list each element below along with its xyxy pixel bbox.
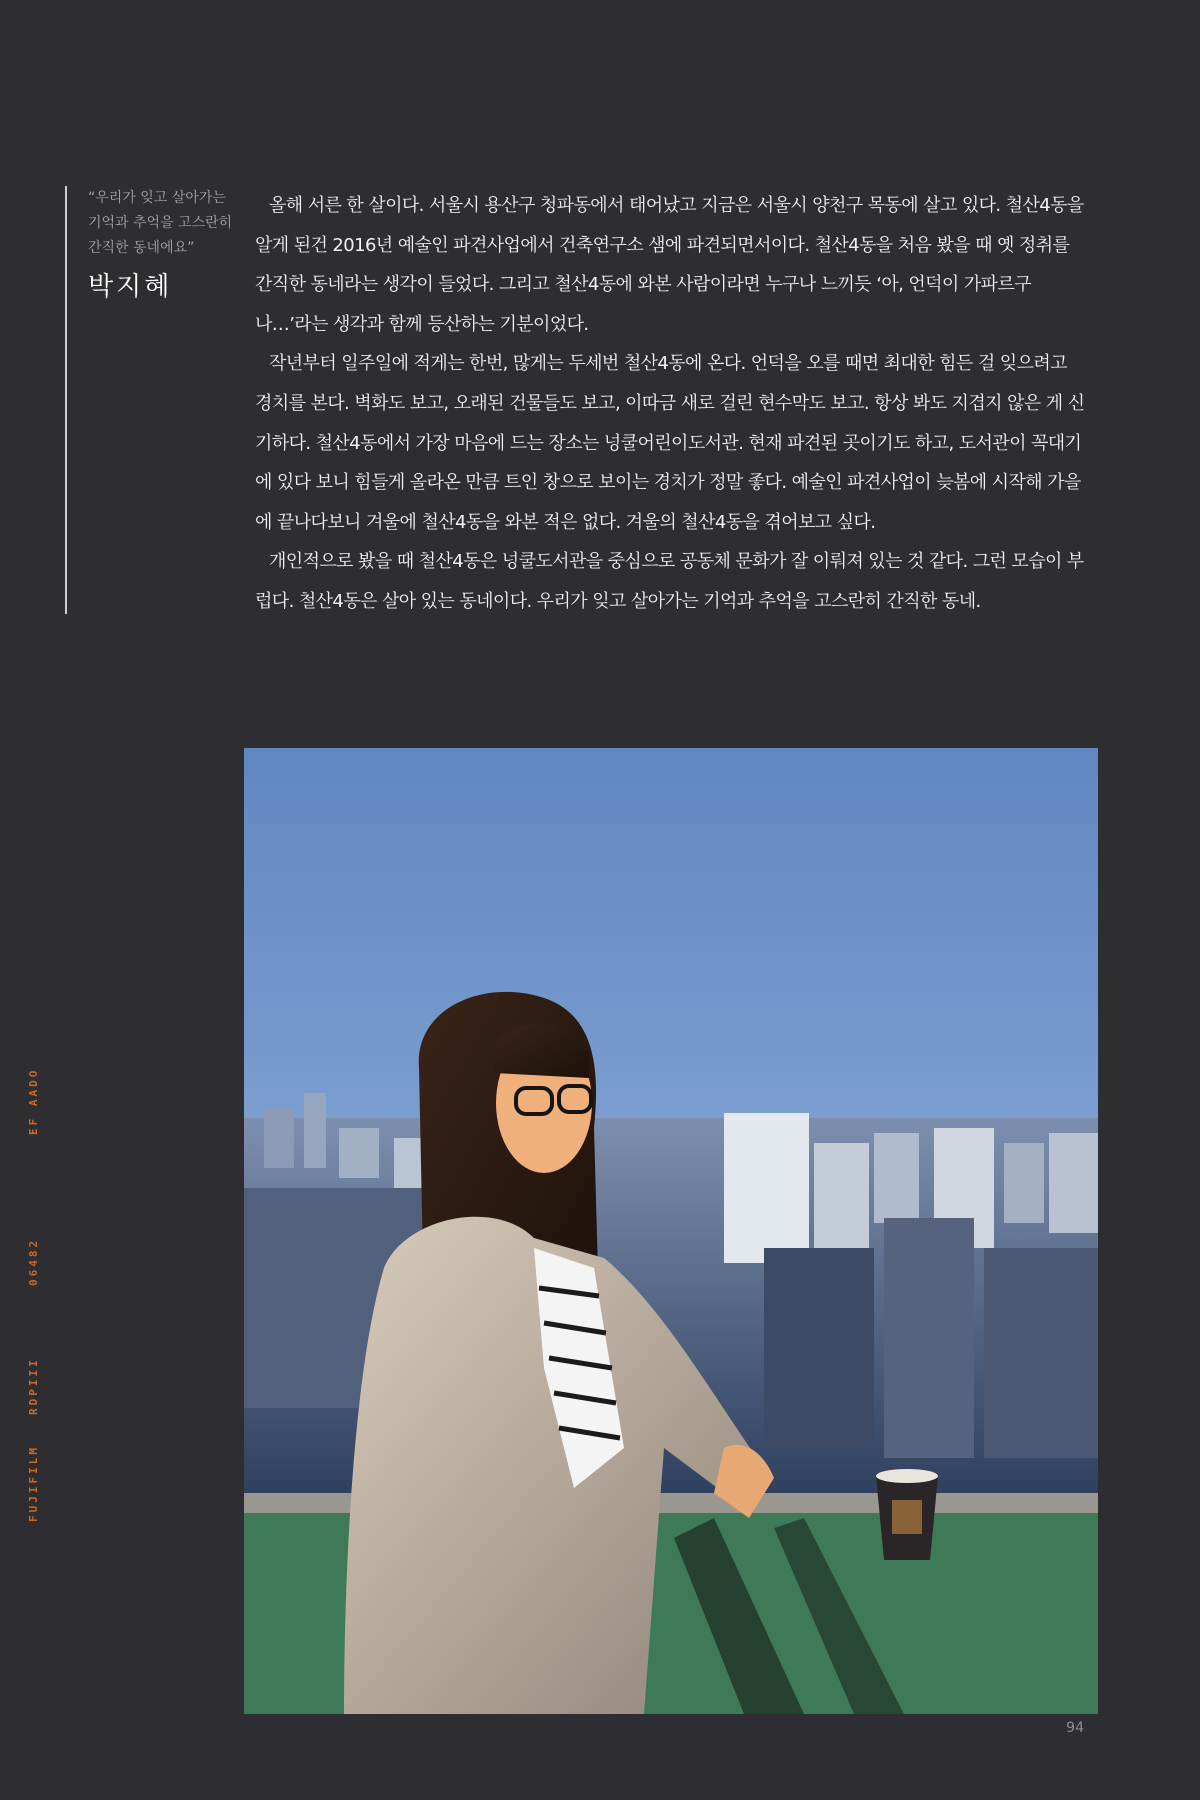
sidebar-divider bbox=[65, 186, 67, 614]
film-brand-mark: FUJIFILM bbox=[27, 1445, 40, 1522]
article-paragraph: 올해 서른 한 살이다. 서울시 용산구 청파동에서 태어났고 지금은 서울시 양천구 목동에 살고 있다. 철산4동을 알게 된건 2016년 예술인 파견사업에서 건축연구소 샘에 파견되면서이다. 철산4동을 처음 봤을 때 옛 정취를 간직한 동네라는 생각이 들었다. 그리고 철산4동에 와본 사람이라면 누구나 느끼듯 ‘아, 언덕이 가파르구나…’라는 생각과 함께 등산하는 기분이었다. bbox=[255, 195, 1084, 335]
page-number: 94 bbox=[1066, 1720, 1084, 1736]
pull-quote: “우리가 잊고 살아가는 기억과 추억을 고스란히 간직한 동네에요” bbox=[88, 190, 233, 256]
portrait-photo bbox=[244, 748, 1098, 1714]
film-type-mark: RDPIII bbox=[27, 1357, 40, 1415]
portrait-photo-illustration bbox=[244, 748, 1098, 1714]
article-body bbox=[255, 186, 1085, 622]
film-number-mark: 06482 bbox=[27, 1237, 40, 1286]
coffee-cup bbox=[876, 1469, 938, 1560]
film-frame-mark: EF AADO bbox=[27, 1067, 40, 1135]
person-name: 박지혜 bbox=[88, 272, 173, 302]
article-paragraph: 작년부터 일주일에 적게는 한번, 많게는 두세번 철산4동에 온다. 언덕을 오를 때면 최대한 힘든 걸 잊으려고 경치를 본다. 벽화도 보고, 오래된 건물들도 보고, 이따금 새로 걸린 현수막도 보고. 항상 봐도 지겹지 않은 게 신기하다. 철산4동에서 가장 마음에 드는 장소는 넝쿨어린이도서관. 현재 파견된 곳이기도 하고, 도서관이 꼭대기에 있다 보니 힘들게 올라온 만큼 트인 창으로 보이는 경치가 정말 좋다. 예술인 파견사업이 늦봄에 시작해 가을에 끝나다보니 겨울에 철산4동을 와본 적은 없다. 겨울의 철산4동을 겪어보고 싶다. bbox=[255, 353, 1085, 533]
article-paragraph: 개인적으로 봤을 때 철산4동은 넝쿨도서관을 중심으로 공동체 문화가 잘 이뤄져 있는 것 같다. 그런 모습이 부럽다. 철산4동은 살아 있는 동네이다. 우리가 잊고 살아가는 기억과 추억을 고스란히 간직한 동네. bbox=[255, 551, 1084, 612]
